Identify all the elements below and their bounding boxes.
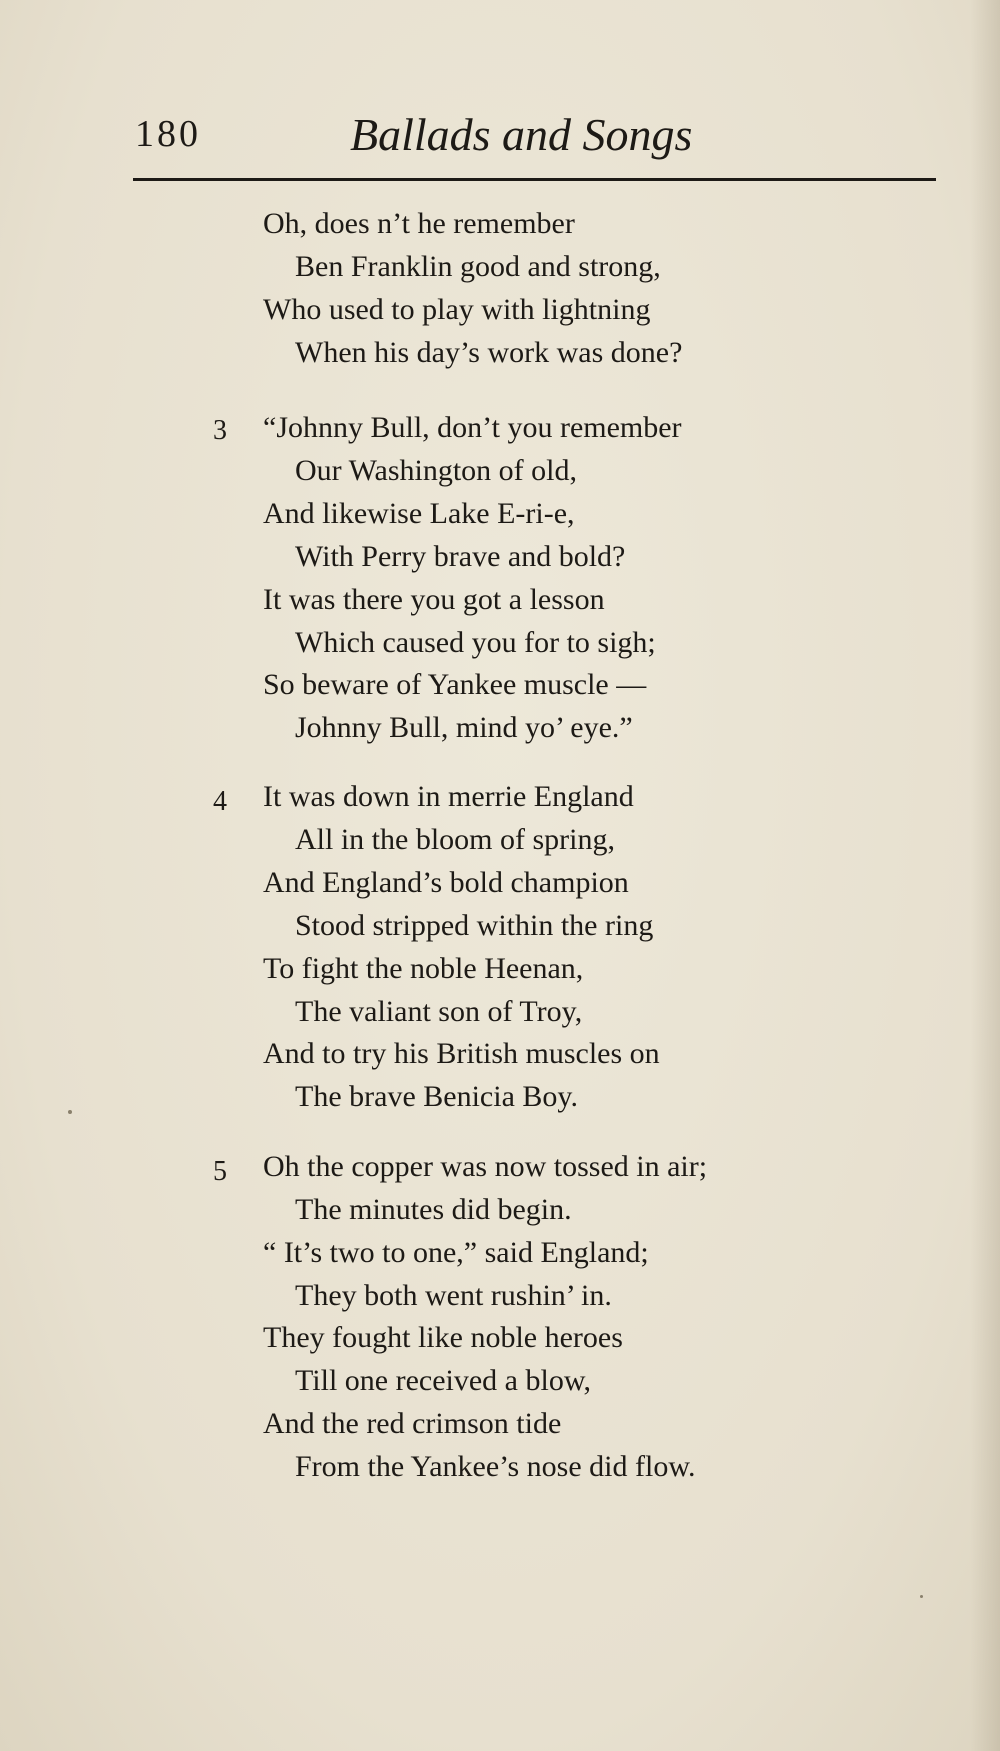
verse-line: Our Washington of old, xyxy=(295,454,578,487)
verse-line: When his day’s work was done? xyxy=(295,336,683,369)
verse-line: “Johnny Bull, don’t you remember xyxy=(263,411,682,444)
verse-line: Till one received a blow, xyxy=(295,1364,592,1397)
stanza-number: 4 xyxy=(213,786,227,817)
verse-line: “ It’s two to one,” said England; xyxy=(263,1236,649,1269)
verse-line: The minutes did begin. xyxy=(295,1193,572,1226)
verse-line: Johnny Bull, mind yo’ eye.” xyxy=(295,711,633,744)
verse-line: Oh, does n’t he remember xyxy=(263,207,575,240)
verse-line: All in the bloom of spring, xyxy=(295,823,615,856)
verse-line: The brave Benicia Boy. xyxy=(295,1080,578,1113)
verse-line: And the red crimson tide xyxy=(263,1407,562,1440)
verse-line: Ben Franklin good and strong, xyxy=(295,250,661,283)
verse-line: To fight the noble Heenan, xyxy=(263,952,584,985)
verse-line: It was there you got a lesson xyxy=(263,583,605,616)
verse-line: And likewise Lake E-ri-e, xyxy=(263,497,575,530)
verse-line: Which caused you for to sigh; xyxy=(295,626,656,659)
verse-line: From the Yankee’s nose did flow. xyxy=(295,1450,696,1483)
verse-line: So beware of Yankee muscle — xyxy=(263,668,647,701)
running-head: Ballads and Songs xyxy=(350,109,693,160)
verse-line: The valiant son of Troy, xyxy=(295,995,583,1028)
verse-line: Oh the copper was now tossed in air; xyxy=(263,1150,708,1183)
verse-line: And to try his British muscles on xyxy=(263,1037,660,1070)
paper-speck xyxy=(68,1110,72,1114)
verse-line: Who used to play with lightning xyxy=(263,293,651,326)
verse-line: They fought like noble heroes xyxy=(263,1321,623,1354)
verse-line: Stood stripped within the ring xyxy=(295,909,654,942)
page-number: 180 xyxy=(135,113,201,155)
verse-line: They both went rushin’ in. xyxy=(295,1279,612,1312)
verse-line: With Perry brave and bold? xyxy=(295,540,626,573)
stanza-number: 5 xyxy=(213,1156,227,1187)
stanza-number: 3 xyxy=(213,415,227,446)
paper-speck xyxy=(920,1595,923,1598)
header-rule xyxy=(133,178,936,181)
page-edge-shadow xyxy=(970,0,1000,1751)
verse-line: And England’s bold champion xyxy=(263,866,629,899)
verse-line: It was down in merrie England xyxy=(263,780,634,813)
